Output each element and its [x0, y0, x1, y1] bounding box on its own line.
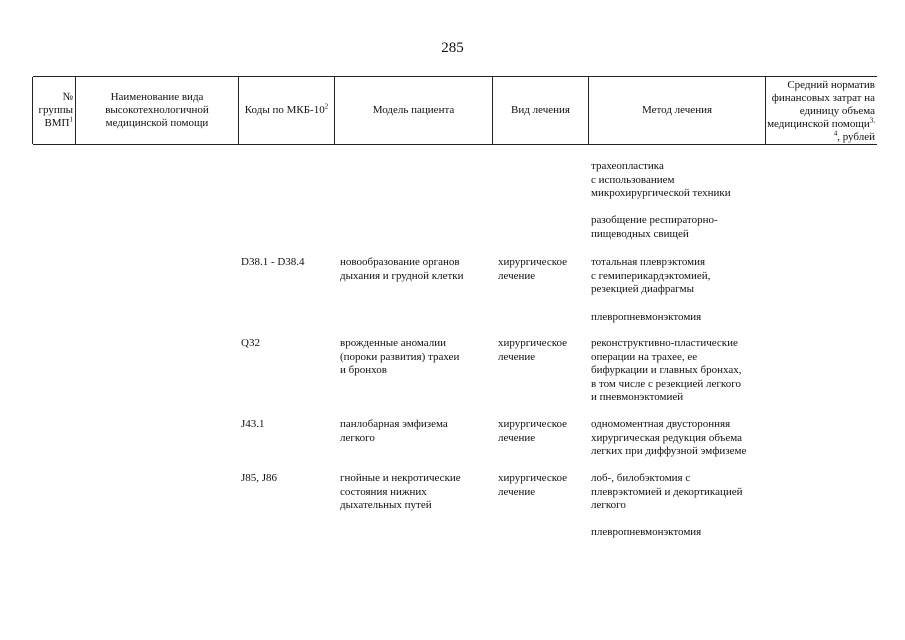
- row-4-type: хирургическое лечение: [498, 472, 568, 498]
- row-4-method-1: лоб-, билобэктомия с плеврэктомией и декортикацией легкого: [591, 472, 743, 511]
- row-2-method-1: реконструктивно-пластические операции на трахее, ее бифуркации и главных бронхах, в том числе с резекцией легкого и пневмонэктомией: [591, 337, 742, 403]
- row-1-type: хирургическое лечение: [498, 256, 568, 282]
- table-header: [33, 76, 877, 145]
- header-type: Вид лечения: [493, 77, 589, 144]
- row-4-model: гнойные и некротические состояния нижних дыхательных путей: [340, 472, 461, 511]
- header-codes: Коды по МКБ-$10^2$: [239, 77, 335, 144]
- row-2-type: хирургическое лечение: [498, 337, 568, 363]
- header-name: Наименование вида высокотехнологичной медицинской помощи: [76, 77, 239, 144]
- row-2-model: врожденные аномалии (пороки развития) трахеи и бронхов: [340, 337, 460, 376]
- row-3-model: панлобарная эмфизема легкого: [340, 418, 448, 444]
- row-2-codes: Q32: [241, 337, 260, 349]
- row-0-method-1: трахеопластика с использованием микрохирургической техники: [591, 160, 731, 199]
- row-1-model: новообразование органов дыхания и грудной клетки: [340, 256, 464, 282]
- header-cost: Средний норматив финансовых затрат на единицу объема медицинской помощи$^{3, 4}$, рублей: [767, 79, 875, 143]
- row-3-codes: J43.1: [241, 418, 265, 430]
- row-3-type: хирургическое лечение: [498, 418, 568, 444]
- header-method: Метод лечения: [589, 77, 766, 144]
- row-0-method-2: разобщение респираторно- пищеводных свищей: [591, 214, 718, 240]
- row-4-method-2: плевропневмонэктомия: [591, 526, 702, 538]
- header-group-number: № группы ВМП$^1$: [32, 77, 76, 144]
- row-1-method-2: плевропневмонэктомия: [591, 311, 702, 323]
- row-1-codes: D38.1 - D38.4: [241, 256, 305, 268]
- row-4-codes: J85, J86: [241, 472, 278, 484]
- header-model: Модель пациента: [335, 77, 493, 144]
- page-number: 285: [441, 40, 464, 56]
- row-1-method-1: тотальная плеврэктомия с гемиперикардэктомией, резекцией диафрагмы: [591, 256, 711, 295]
- row-3-method-1: одномоментная двусторонняя хирургическая редукция объема легких при диффузной эмфиземе: [591, 418, 747, 457]
